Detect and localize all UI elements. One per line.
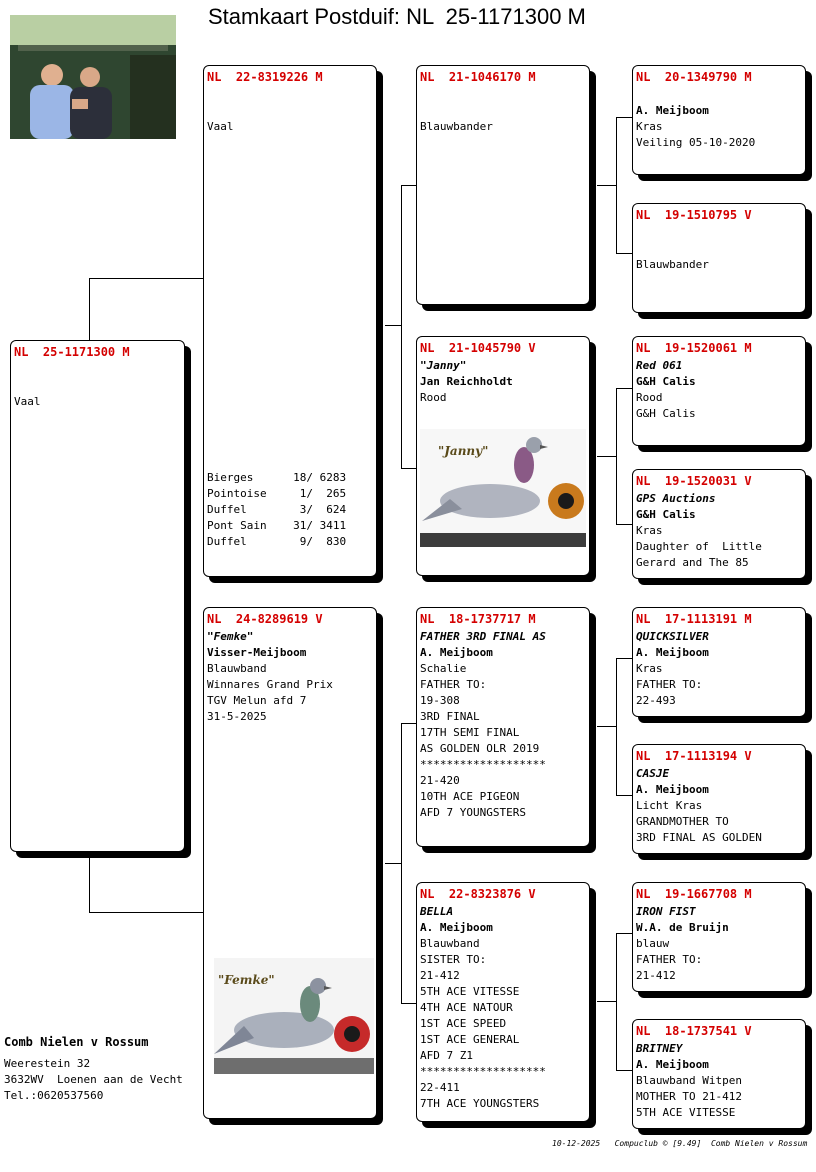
ring-number: NL 22-8319226 M: [207, 70, 323, 84]
detail-line: Schalie: [420, 662, 467, 675]
detail-line: Kras: [636, 662, 663, 675]
detail-line: FATHER TO:: [636, 678, 703, 691]
mmf-card: [632, 882, 806, 992]
race-result: Pont Sain 31/ 3411: [207, 519, 347, 532]
mmm-card: [632, 1019, 806, 1129]
detail-line: Kras: [636, 120, 663, 133]
detail-line: FATHER TO:: [420, 678, 487, 691]
color: Blauwbander: [636, 258, 709, 271]
detail-line: Daughter of Little: [636, 540, 762, 553]
detail-line: FATHER TO:: [636, 953, 703, 966]
nickname: BRITNEY: [636, 1042, 683, 1055]
ring-number: NL 19-1667708 M: [636, 887, 752, 901]
mff-card: [632, 607, 806, 717]
race-result: Pointoise 1/ 265: [207, 487, 347, 500]
ring-number: NL 18-1737717 M: [420, 612, 536, 626]
nickname: CASJE: [636, 767, 670, 780]
pigeon-image: [214, 958, 374, 1074]
detail-line: 3RD FINAL AS GOLDEN: [636, 831, 762, 844]
detail-line: GRANDMOTHER TO: [636, 815, 729, 828]
race-results: [207, 470, 346, 550]
detail-line: 3RD FINAL: [420, 710, 480, 723]
owner-street: Weerestein 32: [4, 1057, 91, 1070]
ring-number: NL 19-1520031 V: [636, 474, 752, 488]
race-result: Duffel 9/ 830: [207, 535, 347, 548]
detail-line: Gerard and The 85: [636, 556, 749, 569]
owner-address: [4, 1034, 183, 1104]
owner-phone: Tel.:0620537560: [4, 1089, 104, 1102]
detail-line: 31-5-2025: [207, 710, 267, 723]
ring-number: NL 21-1046170 M: [420, 70, 536, 84]
breeder: A. Meijboom: [636, 1058, 709, 1071]
breeder: A. Meijboom: [636, 783, 709, 796]
pigeon-image: [420, 429, 586, 547]
color: Vaal: [14, 395, 41, 408]
detail-line: AS GOLDEN OLR 2019: [420, 742, 540, 755]
nickname: "Janny": [420, 359, 467, 372]
nickname: IRON FIST: [636, 905, 696, 918]
detail-line: SISTER TO:: [420, 953, 487, 966]
ring-number: NL 22-8323876 V: [420, 887, 536, 901]
breeder: A. Meijboom: [636, 646, 709, 659]
ring-number: NL 17-1113194 V: [636, 749, 752, 763]
owner-name: Comb Nielen v Rossum: [4, 1035, 149, 1049]
ring-number: NL 19-1510795 V: [636, 208, 752, 222]
owner-photo: [10, 15, 176, 139]
detail-line: MOTHER TO 21-412: [636, 1090, 742, 1103]
ring-number: NL 24-8289619 V: [207, 612, 323, 626]
breeder: Visser-Meijboom: [207, 646, 307, 659]
image-caption: "Femke": [218, 973, 275, 987]
detail-line: Blauwband: [207, 662, 267, 675]
breeder: G&H Calis: [636, 508, 696, 521]
father-card: [203, 65, 377, 577]
nickname: FATHER 3RD FINAL AS: [420, 630, 546, 643]
father-mother-card: [416, 336, 590, 576]
ring-number: NL 17-1113191 M: [636, 612, 752, 626]
detail-line: 17TH SEMI FINAL: [420, 726, 520, 739]
father-father-card: [416, 65, 590, 305]
ring-number: NL 21-1045790 V: [420, 341, 536, 355]
detail-line: Kras: [636, 524, 663, 537]
detail-line: 21-412: [636, 969, 676, 982]
color: Blauwbander: [420, 120, 493, 133]
nickname: QUICKSILVER: [636, 630, 709, 643]
detail-line: *******************: [420, 758, 546, 771]
detail-line: Licht Kras: [636, 799, 703, 812]
breeder: A. Meijboom: [420, 646, 493, 659]
detail-line: 1ST ACE GENERAL: [420, 1033, 520, 1046]
detail-line: *******************: [420, 1065, 546, 1078]
detail-line: blauw: [636, 937, 670, 950]
nickname: BELLA: [420, 905, 454, 918]
ring-number: NL 25-1171300 M: [14, 345, 130, 359]
ring-number: NL 18-1737541 V: [636, 1024, 752, 1038]
race-result: Bierges 18/ 6283: [207, 471, 347, 484]
ffm-card: [632, 203, 806, 313]
detail-line: 1ST ACE SPEED: [420, 1017, 507, 1030]
image-caption: "Janny": [438, 444, 489, 458]
mother-father-card: [416, 607, 590, 847]
detail-line: Rood: [636, 391, 663, 404]
detail-line: 5TH ACE VITESSE: [420, 985, 520, 998]
fmm-card: [632, 469, 806, 579]
breeder: A. Meijboom: [636, 104, 709, 117]
footer: 10-12-2025 Compuclub © [9.49] Comb Nielen v Rossum: [552, 1139, 808, 1148]
detail-line: Veiling 05-10-2020: [636, 136, 756, 149]
page-title: Stamkaart Postduif: NL 25-1171300 M: [208, 4, 586, 29]
detail-line: Blauwband Witpen: [636, 1074, 742, 1087]
breeder: W.A. de Bruijn: [636, 921, 729, 934]
mother-mother-card: [416, 882, 590, 1122]
detail-line: 10TH ACE PIGEON: [420, 790, 520, 803]
ring-number: NL 20-1349790 M: [636, 70, 752, 84]
color: Vaal: [207, 120, 234, 133]
breeder: G&H Calis: [636, 375, 696, 388]
detail-line: Winnares Grand Prix: [207, 678, 333, 691]
detail-line: AFD 7 Z1: [420, 1049, 473, 1062]
detail-line: 22-493: [636, 694, 676, 707]
breeder: A. Meijboom: [420, 921, 493, 934]
detail-line: 5TH ACE VITESSE: [636, 1106, 736, 1119]
ring-number: NL 19-1520061 M: [636, 341, 752, 355]
nickname: "Femke": [207, 630, 254, 643]
subject-card: [10, 340, 185, 852]
detail-line: G&H Calis: [636, 407, 696, 420]
mother-card: [203, 607, 377, 1119]
nickname: GPS Auctions: [636, 492, 716, 505]
color: Rood: [420, 391, 447, 404]
fmf-card: [632, 336, 806, 446]
detail-line: Blauwband: [420, 937, 480, 950]
nickname: Red 061: [636, 359, 683, 372]
detail-line: 21-412: [420, 969, 460, 982]
breeder: Jan Reichholdt: [420, 375, 513, 388]
race-result: Duffel 3/ 624: [207, 503, 347, 516]
detail-line: 21-420: [420, 774, 460, 787]
detail-line: 4TH ACE NATOUR: [420, 1001, 513, 1014]
detail-line: 22-411: [420, 1081, 460, 1094]
mfm-card: [632, 744, 806, 854]
detail-line: AFD 7 YOUNGSTERS: [420, 806, 526, 819]
detail-line: 19-308: [420, 694, 460, 707]
fff-card: [632, 65, 806, 175]
owner-city: 3632WV Loenen aan de Vecht: [4, 1073, 183, 1086]
detail-line: TGV Melun afd 7: [207, 694, 307, 707]
detail-line: 7TH ACE YOUNGSTERS: [420, 1097, 540, 1110]
